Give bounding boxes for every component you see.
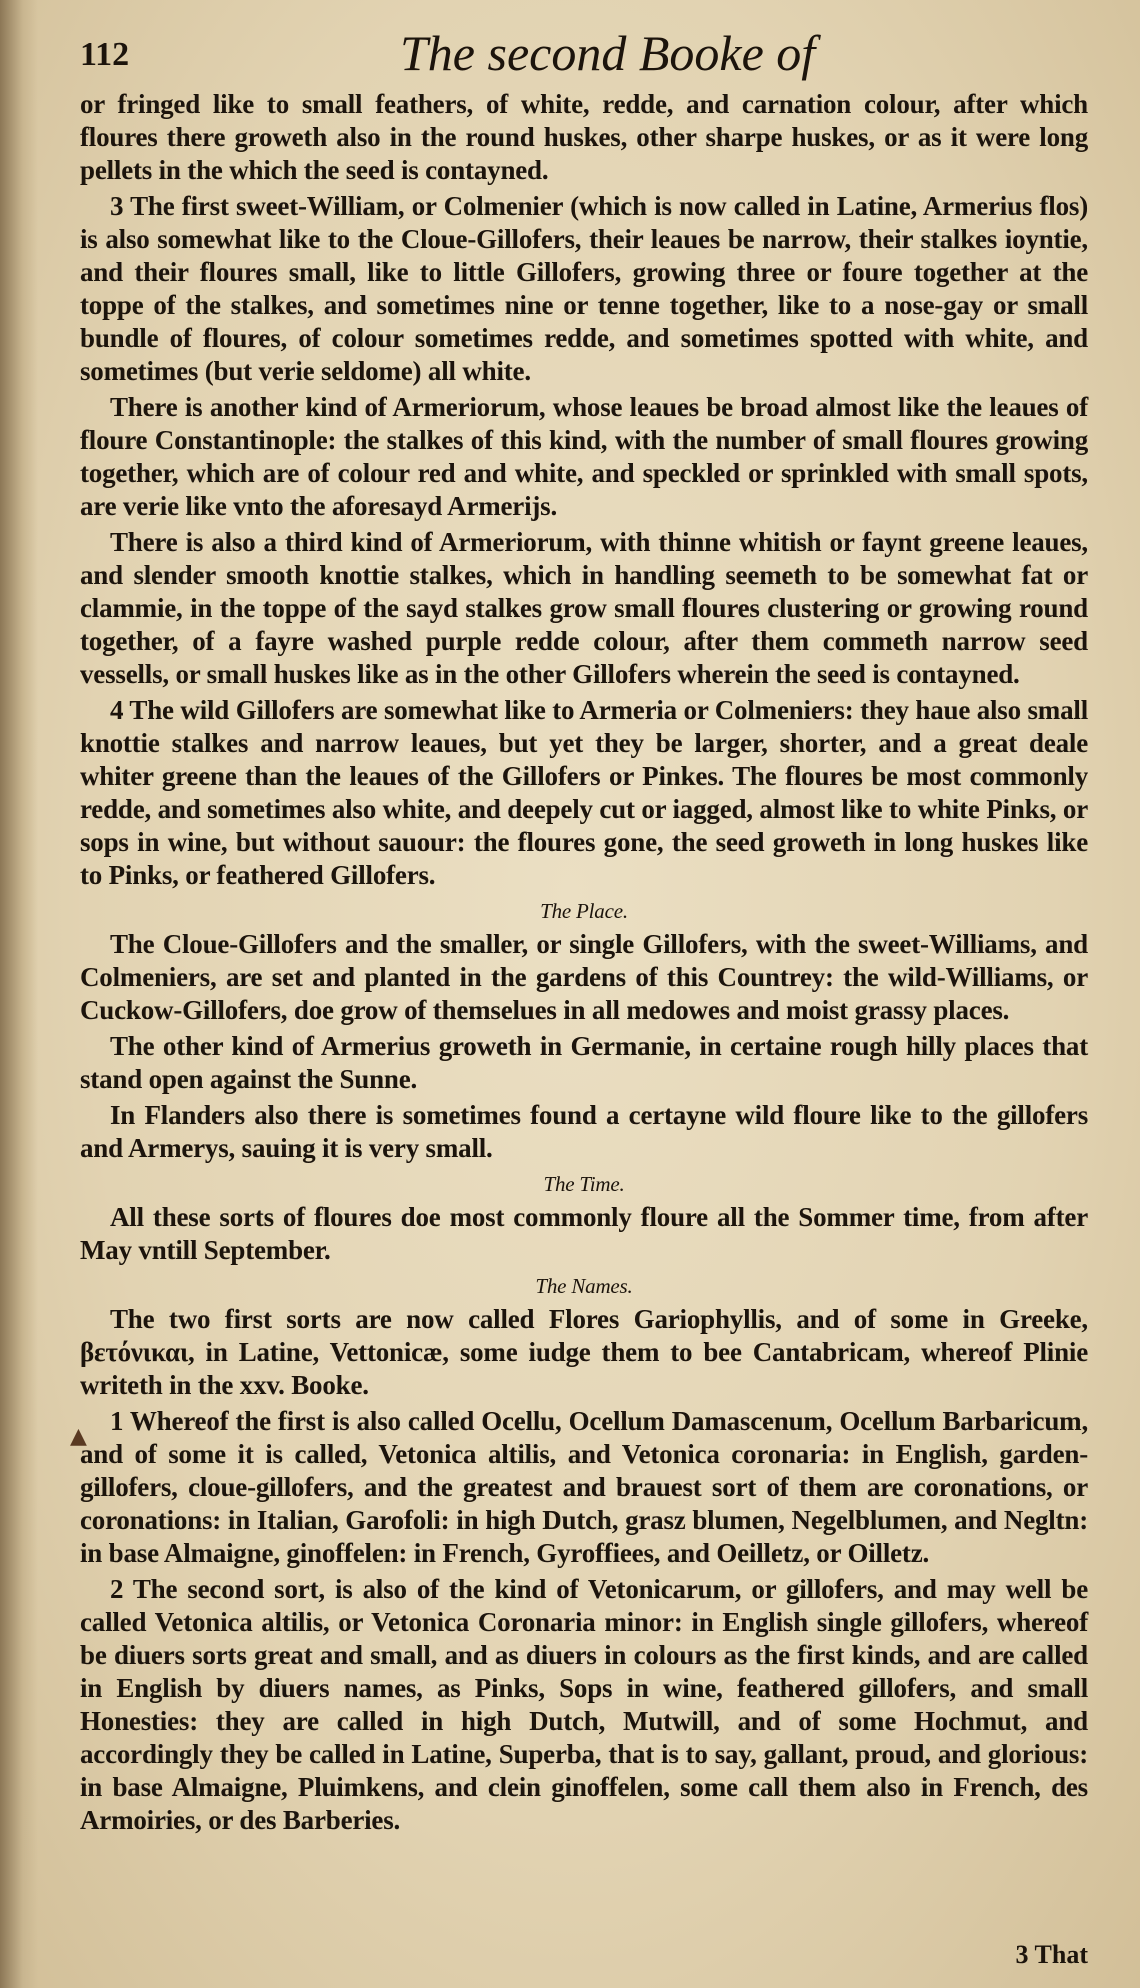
- paragraph: There is another kind of Armeriorum, whose leaues be broad almost like the leaues of floure Constantinople: the stalkes of this kind, with the number of small floures growing together, which are of colour red and white, and speckled or sprinkled with small spots, are verie like vnto the aforesayd Armerijs.: [80, 392, 1088, 521]
- page-gutter: [0, 0, 38, 1988]
- paragraph: There is also a third kind of Armeriorum, with thinne whitish or faynt greene leaues, and slender smooth knottie stalkes, which in handling seemeth to be somewhat fat or clammie, in the toppe of the sayd stalkes grow small floures clustering or growing round together, of a fayre washed purple redde colour, after them commeth narrow seed vessells, or small huskes like as in the other Gillofers wherein the seed is contayned.: [80, 527, 1088, 689]
- paragraph: The two first sorts are now called Flores Gariophyllis, and of some in Greeke, βετόνικαι, in Latine, Vettonicæ, some iudge them to bee Cantabricam, whereof Plinie writeth in the xxv. Booke.: [80, 1304, 1088, 1400]
- running-title: The second Booke of: [400, 25, 816, 81]
- section-heading-names: The Names.: [535, 1274, 633, 1298]
- page-header: [80, 18, 1088, 88]
- margin-mark-icon: ▲: [70, 1424, 87, 1449]
- paragraph: In Flanders also there is sometimes found a certayne wild floure like to the gillofers and Armerys, sauing it is very small.: [80, 1100, 1088, 1163]
- section-heading-place: The Place.: [540, 899, 628, 923]
- body-text: [80, 88, 1088, 1837]
- paragraph: 4 The wild Gillofers are somewhat like to Armeria or Colmeniers: they haue also small knottie stalkes and narrow leaues, but yet they be larger, shorter, and a great deale whiter greene than the leaues of the Gillofers or Pinkes. The floures be most commonly redde, and sometimes also white, and deepely cut or iagged, almost like to white Pinks, or sops in wine, but without sauour: the floures gone, the seed groweth in long huskes like to Pinks, or feathered Gillofers.: [80, 695, 1088, 890]
- paragraph: 1 Whereof the first is also called Ocellu, Ocellum Damascenum, Ocellum Barbaricum, and of some it is called, Vetonica altilis, and Vetonica coronaria: in English, garden-gillofers, cloue-gillofers, and the greatest and brauest sort of them are coronations, or coronations: in Italian, Garofoli: in high Dutch, grasz blumen, Negelblumen, and Negltn: in base Almaigne, ginoffelen: in French, Gyroffiees, and Oeilletz, or Oilletz.: [80, 1406, 1088, 1568]
- paragraph: or fringed like to small feathers, of white, redde, and carnation colour, after which floures there groweth also in the round huskes, other sharpe huskes, or as it were long pellets in the which the seed is contayned.: [80, 89, 1088, 185]
- paragraph: 3 The first sweet-William, or Colmenier (which is now called in Latine, Armerius flos) is also somewhat like to the Cloue-Gillofers, their leaues be narrow, their stalkes ioyntie, and their floures small, like to little Gillofers, growing three or foure together at the toppe of the stalkes, and sometimes nine or tenne together, like to a nose-gay or small bundle of floures, of colour sometimes redde, and sometimes spotted with white, and sometimes (but verie seldome) all white.: [80, 191, 1088, 386]
- paragraph: 2 The second sort, is also of the kind of Vetonicarum, or gillofers, and may well be called Vetonica altilis, or Vetonica Coronaria minor: in English single gillofers, whereof be diuers sorts great and small, and as diuers in colours as the first kinds, and are called in English by diuers names, as Pinks, Sops in wine, feathered gillofers, and small Honesties: they are called in high Dutch, Mutwill, and of some Hochmut, and accordingly they be called in Latine, Superba, that is to say, gallant, proud, and glorious: in base Almaigne, Pluimkens, and clein ginoffelen, some call them also in French, des Armoiries, or des Barberies.: [80, 1574, 1088, 1835]
- section-heading-time: The Time.: [543, 1172, 625, 1196]
- page-number: 112: [80, 36, 130, 73]
- catchword: 3 That: [1015, 1940, 1088, 1969]
- paragraph: All these sorts of floures doe most commonly floure all the Sommer time, from after May vntill September.: [80, 1202, 1088, 1265]
- paragraph: The other kind of Armerius groweth in Germanie, in certaine rough hilly places that stand open against the Sunne.: [80, 1031, 1088, 1094]
- paragraph: The Cloue-Gillofers and the smaller, or single Gillofers, with the sweet-Williams, and Colmeniers, are set and planted in the gardens of this Countrey: the wild-Williams, or Cuckow-Gillofers, doe grow of themselues in all medowes and moist grassy places.: [80, 929, 1088, 1025]
